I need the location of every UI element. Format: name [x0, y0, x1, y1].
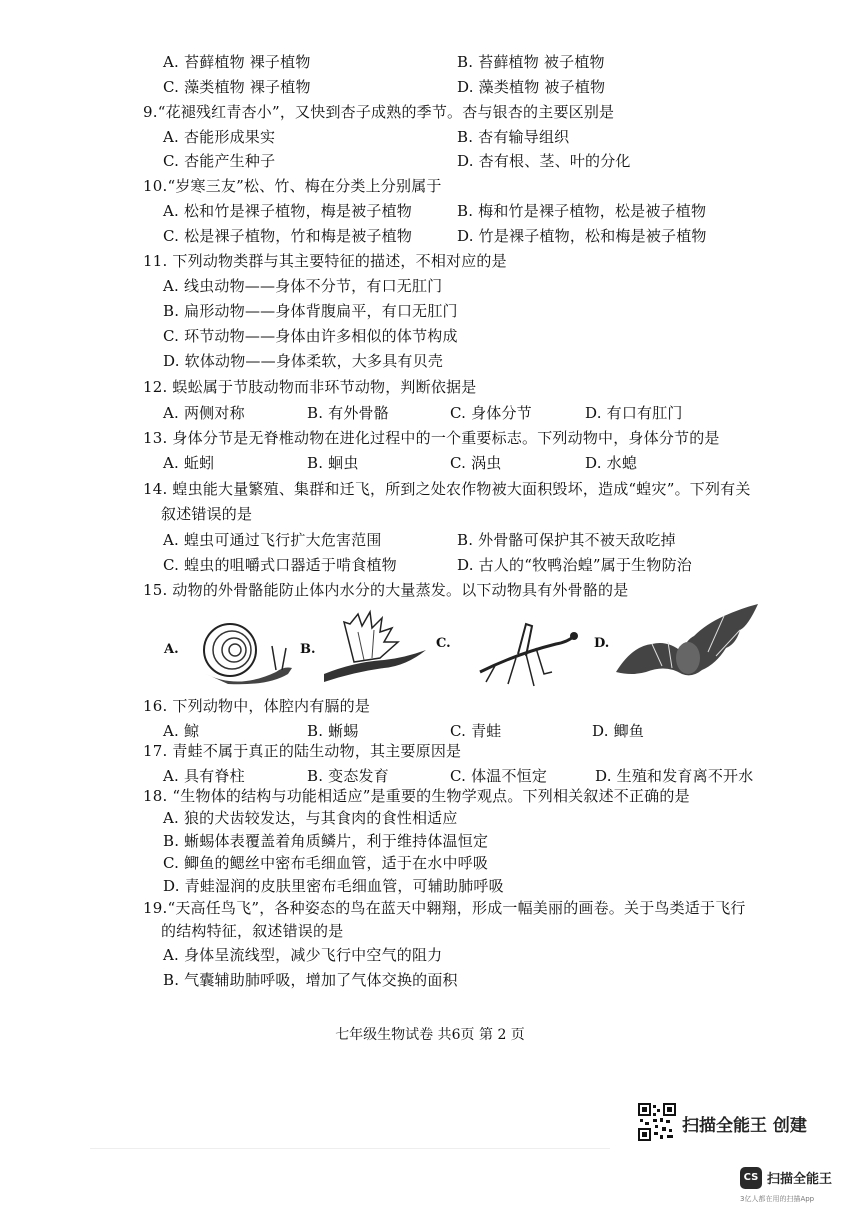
- q10-option-d: D. 竹是裸子植物，松和梅是被子植物: [457, 227, 707, 245]
- q15-figures: [160, 600, 760, 695]
- page-footer: 七年级生物试卷 共6页 第 2 页: [335, 1027, 525, 1043]
- scanner-watermark: [636, 1103, 836, 1151]
- fig-label-d: D.: [594, 636, 610, 651]
- q14-option-c: C. 蝗虫的咀嚼式口器适于啃食植物: [163, 556, 397, 574]
- q17-option-d: D. 生殖和发育离不开水: [595, 767, 754, 785]
- q17-option-a: A. 具有脊柱: [163, 767, 245, 785]
- q12-option-d: D. 有口有肛门: [585, 404, 683, 422]
- qr-code-icon: [638, 1103, 676, 1141]
- q8-option-a: A. 苔藓植物 裸子植物: [163, 53, 311, 71]
- q16-option-d: D. 鲫鱼: [592, 722, 645, 740]
- q13-option-b: B. 蛔虫: [307, 454, 359, 472]
- q14-stem-cont: 叙述错误的是: [161, 505, 253, 523]
- q9-option-c: C. 杏能产生种子: [163, 152, 276, 170]
- q18-stem: 18. “生物体的结构与功能相适应”是重要的生物学观点。下列相关叙述不正确的是: [143, 787, 690, 805]
- q10-option-a: A. 松和竹是裸子植物，梅是被子植物: [163, 202, 412, 220]
- q10-option-c: C. 松是裸子植物，竹和梅是被子植物: [163, 227, 413, 245]
- q8-option-b: B. 苔藓植物 被子植物: [457, 53, 605, 71]
- q9-stem: 9.“花褪残红青杏小”，又快到杏子成熟的季节。杏与银杏的主要区别是: [143, 103, 615, 121]
- q14-option-a: A. 蝗虫可通过飞行扩大危害范围: [163, 531, 382, 549]
- q11-option-c: C. 环节动物——身体由许多相似的体节构成: [163, 327, 458, 345]
- q16-option-b: B. 蜥蜴: [307, 722, 359, 740]
- q11-option-d: D. 软体动物——身体柔软，大多具有贝壳: [163, 352, 444, 370]
- q8-option-c: C. 藻类植物 裸子植物: [163, 78, 311, 96]
- q16-option-c: C. 青蛙: [450, 722, 502, 740]
- q18-option-d: D. 青蛙湿润的皮肤里密布毛细血管，可辅助肺呼吸: [163, 877, 504, 895]
- q11-stem: 11. 下列动物类群与其主要特征的描述，不相对应的是: [143, 252, 507, 270]
- q13-stem: 13. 身体分节是无脊椎动物在进化过程中的一个重要标志。下列动物中，身体分节的是: [143, 429, 720, 447]
- q13-option-a: A. 蚯蚓: [163, 454, 215, 472]
- q10-stem: 10.“岁寒三友”松、竹、梅在分类上分别属于: [143, 177, 442, 195]
- q13-option-c: C. 涡虫: [450, 454, 502, 472]
- q14-option-d: D. 古人的“牧鸭治蝗”属于生物防治: [457, 556, 692, 574]
- scanner-app-logo: [740, 1162, 850, 1212]
- app-tagline: 3亿人都在用的扫描App: [740, 1195, 815, 1203]
- cs-logo-icon: CS: [740, 1167, 762, 1189]
- q17-stem: 17. 青蛙不属于真正的陆生动物，其主要原因是: [143, 742, 462, 760]
- q19-option-b: B. 气囊辅助肺呼吸，增加了气体交换的面积: [163, 971, 458, 989]
- q13-option-d: D. 水螅: [585, 454, 638, 472]
- app-name: 扫描全能王: [767, 1172, 833, 1187]
- q8-option-d: D. 藻类植物 被子植物: [457, 78, 606, 96]
- q19-option-a: A. 身体呈流线型，减少飞行中空气的阻力: [163, 946, 443, 964]
- q12-option-c: C. 身体分节: [450, 404, 532, 422]
- q15-stem: 15. 动物的外骨骼能防止体内水分的大量蒸发。以下动物具有外骨骼的是: [143, 581, 629, 599]
- q14-option-b: B. 外骨骼可保护其不被天敌吃掉: [457, 531, 676, 549]
- q12-option-b: B. 有外骨骼: [307, 404, 389, 422]
- q10-option-b: B. 梅和竹是裸子植物，松是被子植物: [457, 202, 707, 220]
- q18-option-a: A. 狼的犬齿较发达，与其食肉的食性相适应: [163, 809, 458, 827]
- q19-stem: 19.“天高任鸟飞”，各种姿态的鸟在蓝天中翱翔，形成一幅美丽的画卷。关于鸟类适于飞行: [143, 899, 746, 917]
- q16-option-a: A. 鲸: [163, 722, 200, 740]
- q16-stem: 16. 下列动物中，体腔内有膈的是: [143, 697, 371, 715]
- q12-stem: 12. 蜈蚣属于节肢动物而非环节动物，判断依据是: [143, 378, 477, 396]
- fig-label-b: B.: [300, 642, 316, 657]
- q19-stem-cont: 的结构特征，叙述错误的是: [161, 922, 344, 940]
- q11-option-b: B. 扁形动物——身体背腹扁平，有口无肛门: [163, 302, 458, 320]
- fig-label-a: A.: [164, 642, 179, 657]
- q12-option-a: A. 两侧对称: [163, 404, 245, 422]
- flying-fish-figure: [314, 602, 434, 692]
- q14-stem: 14. 蝗虫能大量繁殖、集群和迁飞，所到之处农作物被大面积毁坏，造成“蝗灾”。下列有关: [143, 480, 751, 498]
- q9-option-a: A. 杏能形成果实: [163, 128, 276, 146]
- q17-option-b: B. 变态发育: [307, 767, 389, 785]
- q18-option-c: C. 鲫鱼的鳃丝中密布毛细血管，适于在水中呼吸: [163, 854, 489, 872]
- watermark-brand-text: 扫描全能王 创建: [682, 1116, 807, 1136]
- q18-option-b: B. 蜥蜴体表覆盖着角质鳞片，利于维持体温恒定: [163, 832, 489, 850]
- snail-figure: [188, 612, 298, 692]
- mantis-figure: [456, 614, 586, 690]
- scan-artifact-line: [90, 1148, 610, 1149]
- q17-option-c: C. 体温不恒定: [450, 767, 548, 785]
- q9-option-d: D. 杏有根、茎、叶的分化: [457, 152, 631, 170]
- q9-option-b: B. 杏有输导组织: [457, 128, 570, 146]
- fig-label-c: C.: [436, 636, 451, 651]
- q11-option-a: A. 线虫动物——身体不分节，有口无肛门: [163, 277, 443, 295]
- bat-figure: [612, 600, 762, 690]
